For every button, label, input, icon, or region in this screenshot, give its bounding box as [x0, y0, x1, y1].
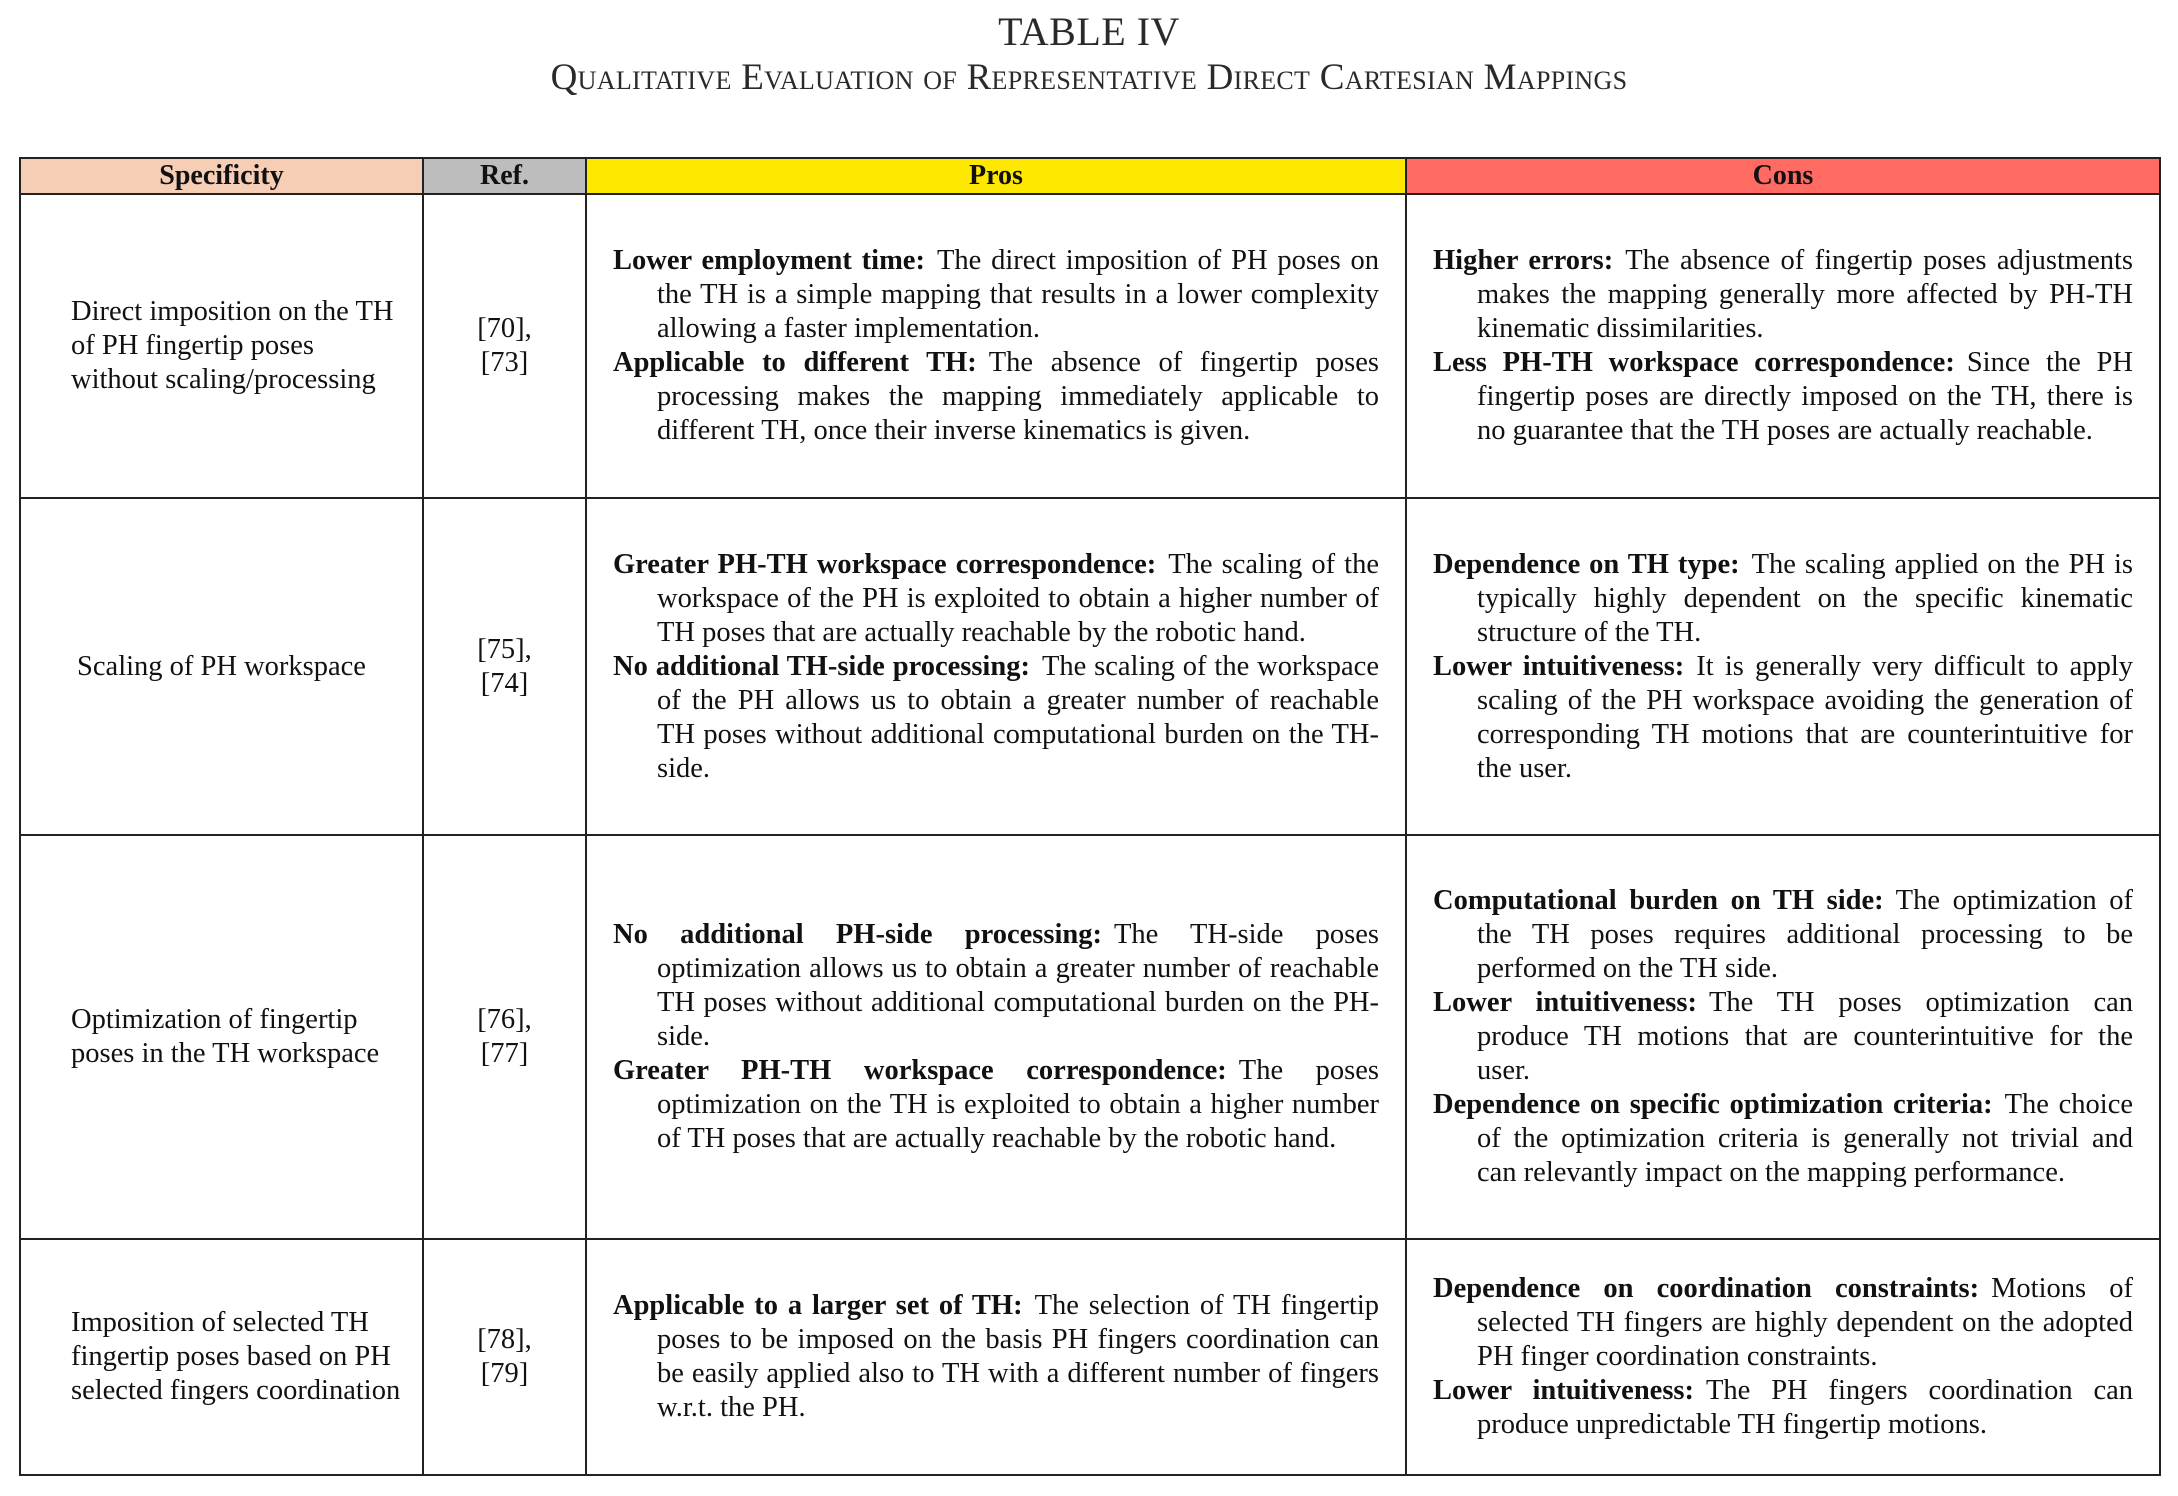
- header-pros: Pros: [586, 158, 1406, 194]
- pro-text: The absence of fingertip poses processing makes the mapping immediately applicable to different TH, once their inverse kinematics is given.: [657, 347, 1379, 446]
- table-row: [20, 194, 2160, 498]
- con-text: Since the PH fingertip poses are directly imposed on the TH, there is no guarantee that the TH poses are actually reachable.: [1477, 347, 2133, 446]
- con-item: [1433, 1272, 2133, 1374]
- header-cons: Cons: [1406, 158, 2160, 194]
- con-text: The TH poses optimization can produce TH motions that are counterintuitive for the user.: [1477, 987, 2133, 1086]
- pro-item: [613, 918, 1379, 1054]
- ref-citation: [73]: [480, 347, 529, 378]
- con-text: The scaling applied on the PH is typically highly dependent on the specific kinematic structure of the TH.: [1477, 548, 2133, 648]
- con-item: [1433, 1088, 2133, 1190]
- con-item: [1433, 650, 2133, 786]
- con-term: Computational burden on TH side:: [1433, 885, 1884, 916]
- pro-term: Applicable to a larger set of TH:: [613, 1290, 1023, 1321]
- pro-term: Greater PH-TH workspace correspondence:: [613, 548, 1157, 580]
- con-text: The PH fingers coordination can produce unpredictable TH fingertip motions.: [1477, 1375, 2133, 1440]
- con-item: [1433, 346, 2133, 448]
- specificity-cell: Optimization of fingertip poses in the TH workspace: [20, 835, 423, 1239]
- pro-item: [613, 244, 1379, 346]
- pro-text: The selection of TH fingertip poses to be imposed on the basis PH fingers coordination can be easily applied also to TH with a different number of fingers w.r.t. the PH.: [657, 1290, 1379, 1423]
- pro-term: Greater PH-TH workspace correspondence:: [613, 1055, 1227, 1086]
- specificity-cell: Scaling of PH workspace: [20, 498, 423, 835]
- cons-cell: [1406, 1239, 2160, 1475]
- pro-term: Lower employment time:: [613, 245, 925, 276]
- ref-citation: [74]: [480, 667, 529, 699]
- con-term: Lower intuitiveness:: [1433, 987, 1697, 1018]
- table-row: [20, 498, 2160, 835]
- table-label: TABLE IV: [998, 9, 1180, 54]
- con-term: Dependence on coordination constraints:: [1433, 1273, 1980, 1304]
- cons-cell: [1406, 498, 2160, 835]
- pro-text: The scaling of the workspace of the PH allows us to obtain a greater number of reachable TH poses without additional computational burden on the TH-side.: [657, 650, 1379, 784]
- ref-citation: [75],: [477, 633, 532, 665]
- ref-citation: [77]: [480, 1038, 529, 1069]
- table-row: [20, 835, 2160, 1239]
- pros-cell: [586, 835, 1406, 1239]
- header-specificity: Specificity: [20, 158, 423, 194]
- evaluation-table: [19, 157, 2161, 1476]
- table-title: Qualitative Evaluation of Representative Direct Cartesian Mappings: [550, 57, 1628, 98]
- con-item: [1433, 884, 2133, 986]
- ref-cell: [423, 498, 586, 835]
- header-ref: Ref.: [423, 158, 586, 194]
- con-term: Lower intuitiveness:: [1433, 650, 1685, 682]
- pro-text: The TH-side poses optimization allows us to obtain a greater number of reachable TH poses without additional computational burden on the PH-side.: [657, 919, 1379, 1052]
- con-item: [1433, 548, 2133, 650]
- pro-term: Applicable to different TH:: [613, 347, 977, 378]
- ref-cell: [423, 194, 586, 498]
- ref-citation: [76],: [477, 1004, 532, 1035]
- con-text: The choice of the optimization criteria is generally not trivial and can relevantly impact on the mapping performance.: [1477, 1089, 2133, 1188]
- pro-term: No additional TH-side processing:: [613, 650, 1030, 682]
- specificity-cell: Imposition of selected TH fingertip poses based on PH selected fingers coordination: [20, 1239, 423, 1475]
- pro-term: No additional PH-side processing:: [613, 919, 1102, 950]
- pro-text: The poses optimization on the TH is exploited to obtain a higher number of TH poses that are actually reachable by the robotic hand.: [657, 1055, 1380, 1154]
- pro-item: [613, 548, 1379, 650]
- con-term: Higher errors:: [1433, 245, 1614, 276]
- pro-item: [613, 650, 1379, 786]
- con-term: Dependence on specific optimization criteria:: [1433, 1089, 1993, 1120]
- pros-cell: [586, 194, 1406, 498]
- con-term: Lower intuitiveness:: [1433, 1375, 1695, 1406]
- pro-item: [613, 346, 1379, 448]
- pro-text: The scaling of the workspace of the PH is exploited to obtain a higher number of TH poses that are actually reachable by the robotic hand.: [657, 548, 1379, 648]
- con-item: [1433, 244, 2133, 346]
- ref-citation: [78],: [477, 1324, 532, 1355]
- con-item: [1433, 986, 2133, 1088]
- ref-cell: [423, 835, 586, 1239]
- con-term: Dependence on TH type:: [1433, 548, 1740, 580]
- con-text: The optimization of the TH poses requires additional processing to be performed on the TH side.: [1477, 885, 2134, 984]
- pro-item: [613, 1054, 1379, 1156]
- ref-cell: [423, 1239, 586, 1475]
- pro-text: The direct imposition of PH poses on the TH is a simple mapping that results in a lower complexity allowing a faster implementation.: [657, 245, 1379, 344]
- cons-cell: [1406, 835, 2160, 1239]
- pros-cell: [586, 1239, 1406, 1475]
- con-text: It is generally very difficult to apply scaling of the PH workspace avoiding the generation of corresponding TH motions that are counterintuitive for the user.: [1477, 650, 2133, 784]
- header-row: [20, 158, 2160, 194]
- ref-citation: [70],: [477, 313, 532, 344]
- pros-cell: [586, 498, 1406, 835]
- con-term: Less PH-TH workspace correspondence:: [1433, 347, 1955, 378]
- con-text: The absence of fingertip poses adjustments makes the mapping generally more affected by PH-TH kinematic dissimilarities.: [1477, 245, 2133, 344]
- con-text: Motions of selected TH fingers are highly dependent on the adopted PH finger coordination constraints.: [1477, 1273, 2133, 1372]
- cons-cell: [1406, 194, 2160, 498]
- table-row: [20, 1239, 2160, 1475]
- ref-citation: [79]: [480, 1358, 529, 1389]
- specificity-cell: Direct imposition on the TH of PH fingertip poses without scaling/processing: [20, 194, 423, 498]
- pro-item: [613, 1289, 1379, 1425]
- con-item: [1433, 1374, 2133, 1442]
